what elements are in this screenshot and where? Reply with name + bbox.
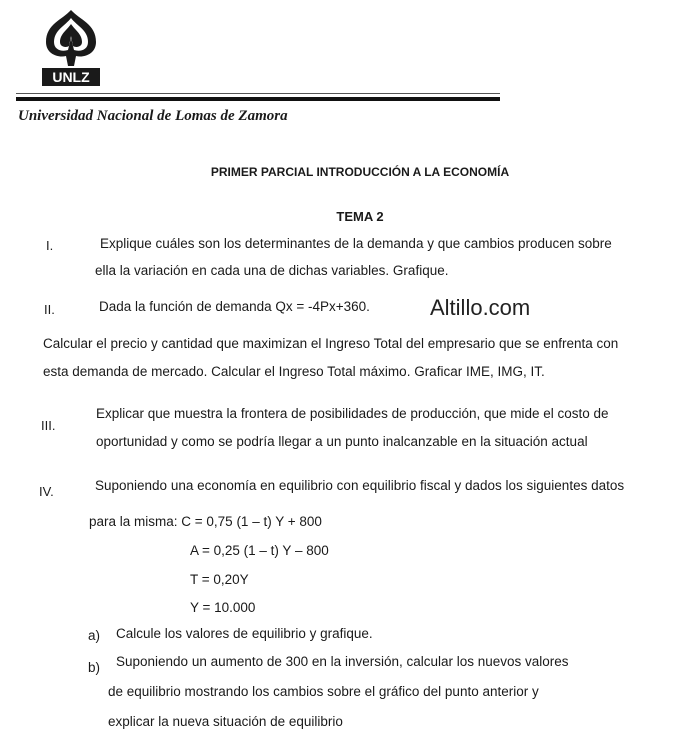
exam-tema: TEMA 2	[336, 209, 384, 224]
exam-title: PRIMER PARCIAL INTRODUCCIÓN A LA ECONOMÍA	[210, 165, 510, 179]
item-b-label: b)	[88, 660, 101, 675]
equation-y: Y = 10.000	[190, 600, 256, 615]
question-1-line-2: ella la variación en cada una de dichas variables. Grafique.	[95, 263, 449, 278]
header-rule-thick	[16, 97, 500, 101]
equation-t: T = 0,20Y	[190, 572, 249, 587]
question-4-number: IV.	[39, 484, 54, 499]
question-3-line-2: oportunidad y como se podría llegar a un punto inalcanzable en la situación actual	[96, 434, 588, 449]
question-2-line-1: Dada la función de demanda Qx = -4Px+360.	[99, 299, 370, 314]
question-3-number: III.	[41, 418, 56, 433]
question-4-line-1: Suponiendo una economía en equilibrio con equilibrio fiscal y dados los siguientes datos	[95, 478, 625, 493]
question-1-number: I.	[46, 238, 54, 253]
item-b-line-1: Suponiendo un aumento de 300 en la inversión, calcular los nuevos valores	[116, 654, 569, 669]
question-1-line-1: Explique cuáles son los determinantes de la demanda y que cambios producen sobre	[100, 236, 612, 251]
item-a-line-1: Calcule los valores de equilibrio y grafique.	[116, 626, 373, 641]
university-name: Universidad Nacional de Lomas de Zamora	[18, 108, 288, 124]
question-3-line-1: Explicar que muestra la frontera de posibilidades de producción, que mide el costo de	[96, 406, 609, 421]
question-4-line-2: para la misma: C = 0,75 (1 – t) Y + 800	[89, 514, 322, 529]
logo-text: UNLZ	[52, 69, 90, 85]
question-2-line-2: Calcular el precio y cantidad que maximizan el Ingreso Total del empresario que se enfrenta con	[43, 336, 619, 351]
item-a-label: a)	[88, 628, 101, 643]
item-b-line-3: explicar la nueva situación de equilibrio	[108, 714, 343, 729]
item-b-line-2: de equilibrio mostrando los cambios sobre el gráfico del punto anterior y	[108, 684, 539, 699]
watermark: Altillo.com	[430, 295, 531, 320]
university-logo	[38, 8, 104, 88]
question-2-number: II.	[44, 302, 55, 317]
question-2-line-3: esta demanda de mercado. Calcular el Ingreso Total máximo. Graficar IME, IMG, IT.	[43, 364, 545, 379]
header-rule-thin	[16, 93, 500, 94]
equation-a: A = 0,25 (1 – t) Y – 800	[190, 543, 329, 558]
